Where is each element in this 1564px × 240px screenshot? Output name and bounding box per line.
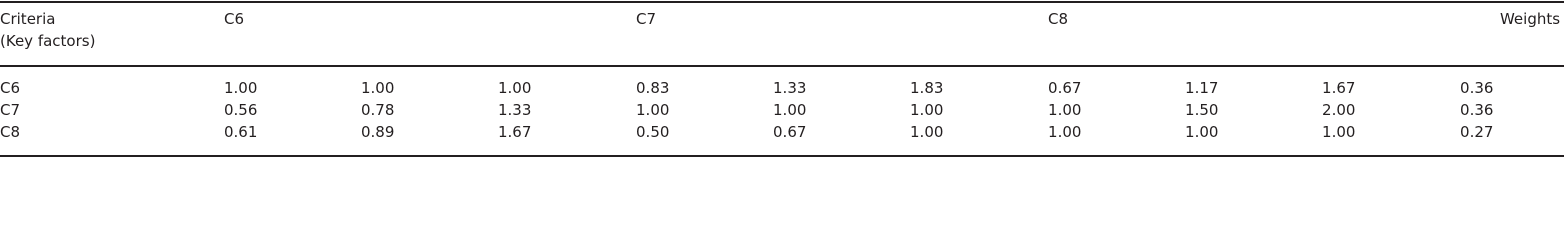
cell-value: 1.00	[1185, 123, 1219, 141]
header-c8: C8	[1048, 10, 1069, 28]
cell-value: 0.67	[773, 123, 807, 141]
table-body	[0, 64, 1564, 143]
cell-weight: 0.27	[1460, 123, 1494, 141]
header-criteria-line2: (Key factors)	[0, 32, 96, 50]
header-criteria	[0, 0, 224, 64]
cell-value: 2.00	[1322, 101, 1356, 119]
cell-value: 1.00	[498, 79, 532, 97]
cell-value: 0.56	[224, 101, 258, 119]
cell-value: 1.33	[498, 101, 532, 119]
row-label: C7	[0, 101, 21, 119]
header-weights: Weights	[1499, 10, 1561, 28]
cell-value: 1.33	[773, 79, 807, 97]
cell-value: 0.78	[361, 101, 395, 119]
table-row	[0, 64, 1564, 99]
row-label: C6	[0, 79, 21, 97]
table-header	[0, 0, 1564, 64]
table-row	[0, 99, 1564, 121]
row-label: C8	[0, 123, 21, 141]
cell-value: 1.00	[910, 123, 944, 141]
cell-weight: 0.36	[1460, 101, 1494, 119]
header-c7: C7	[636, 10, 657, 28]
cell-value: 0.67	[1048, 79, 1082, 97]
cell-value: 1.00	[773, 101, 807, 119]
cell-value: 1.00	[1048, 101, 1082, 119]
cell-value: 1.67	[498, 123, 532, 141]
cell-value: 1.00	[910, 101, 944, 119]
cell-value: 1.83	[910, 79, 944, 97]
table-row	[0, 121, 1564, 143]
cell-value: 1.17	[1185, 79, 1219, 97]
cell-value: 0.83	[636, 79, 670, 97]
cell-value: 0.61	[224, 123, 258, 141]
cell-value: 0.89	[361, 123, 395, 141]
header-c6: C6	[224, 10, 245, 28]
cell-value: 1.00	[361, 79, 395, 97]
header-criteria-line1: Criteria	[0, 10, 56, 28]
cell-value: 1.00	[1322, 123, 1356, 141]
cell-value: 1.00	[1048, 123, 1082, 141]
cell-value: 1.00	[636, 101, 670, 119]
cell-value: 1.50	[1185, 101, 1219, 119]
cell-value: 0.50	[636, 123, 670, 141]
cell-value: 1.67	[1322, 79, 1356, 97]
cell-value: 1.00	[224, 79, 258, 97]
cell-weight: 0.36	[1460, 79, 1494, 97]
bottom-rule	[0, 155, 1564, 157]
